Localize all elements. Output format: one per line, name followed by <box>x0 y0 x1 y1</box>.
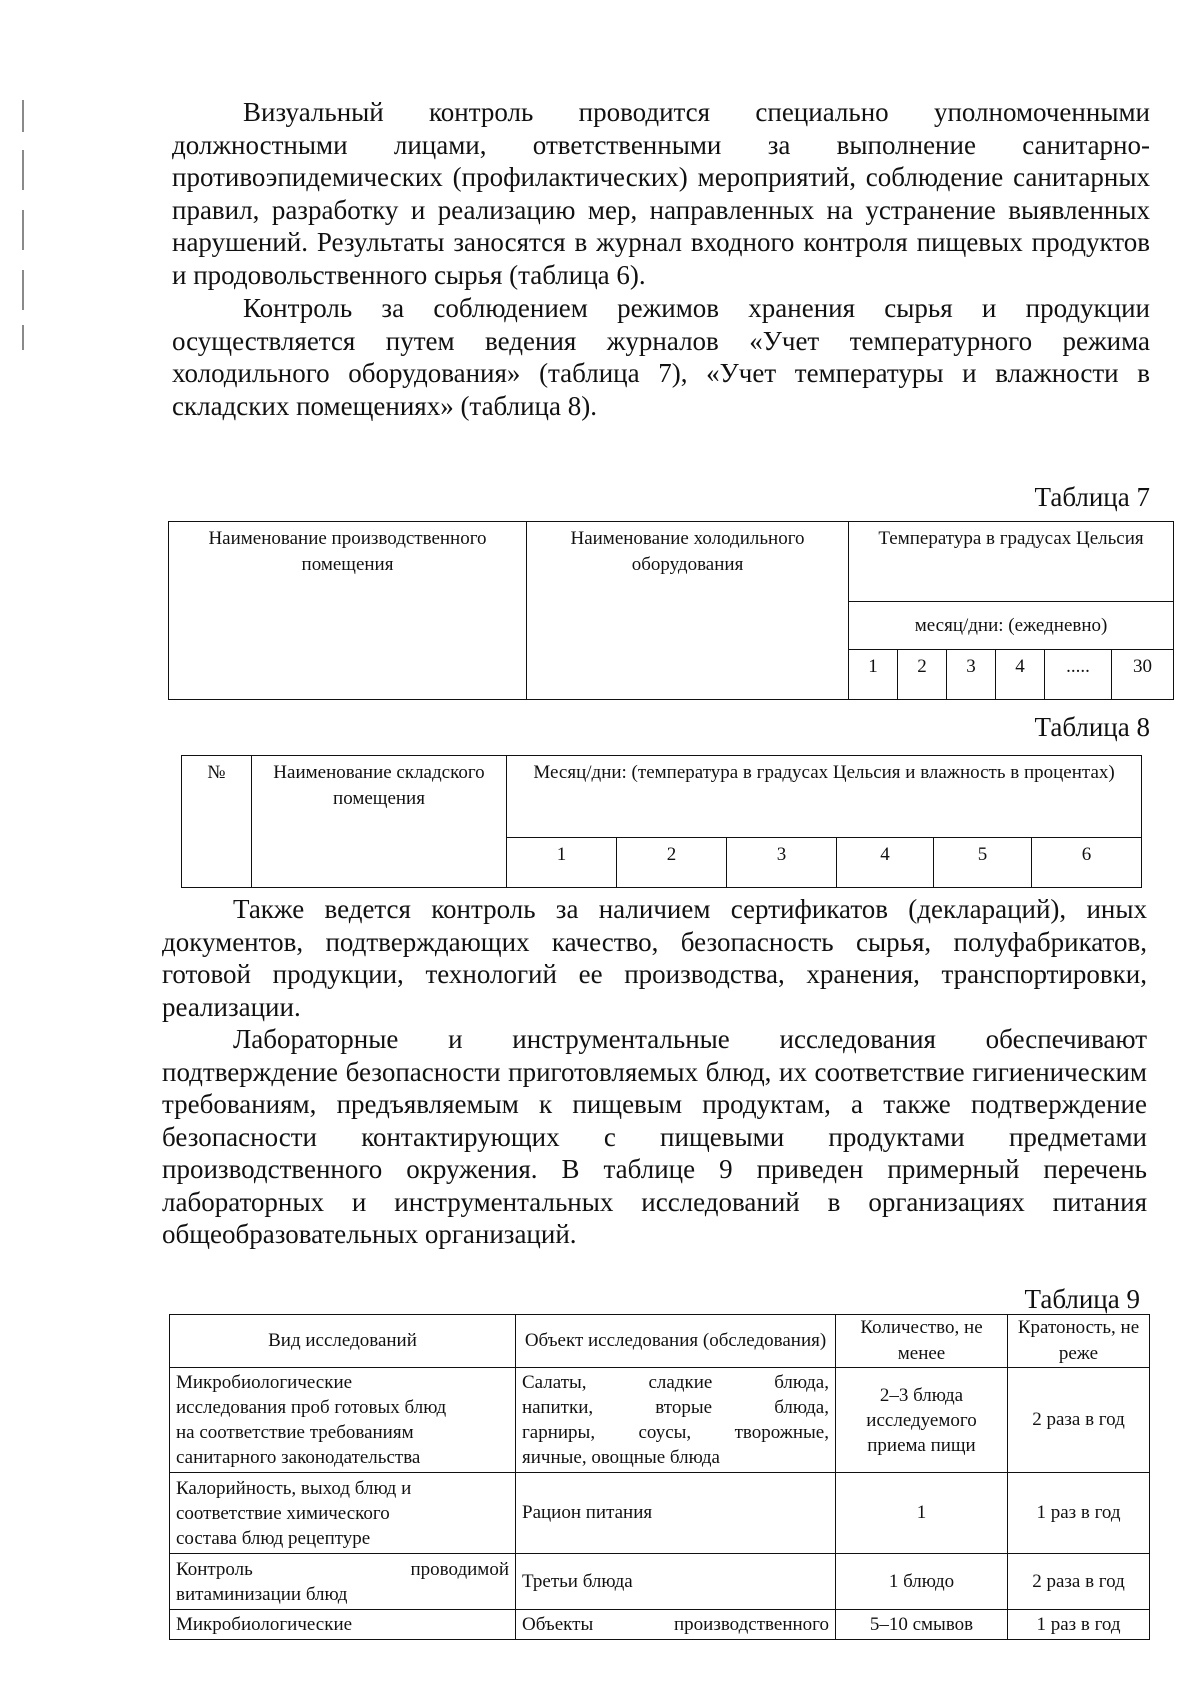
table9-cell-object: Объекты производственного <box>516 1610 836 1640</box>
table9-cell-frequency: 1 раз в год <box>1008 1610 1150 1640</box>
cell-line: состава блюд рецептуре <box>176 1527 371 1549</box>
table7-caption: Таблица 7 <box>1034 482 1150 512</box>
margin-tick <box>22 270 24 310</box>
table8-caption: Таблица 8 <box>1034 712 1150 742</box>
table7-day: 4 <box>996 650 1045 700</box>
table7-header-room: Наименование производственного помещения <box>169 522 527 700</box>
table9-cell-count: 1 блюдо <box>836 1554 1008 1610</box>
cell-line: исследования проб готовых блюд <box>176 1397 447 1418</box>
table7-day: 30 <box>1112 650 1174 700</box>
table9-caption: Таблица 9 <box>1024 1284 1140 1314</box>
table-row <box>170 1610 1150 1640</box>
cell-line: Контроль проводимой <box>176 1558 509 1580</box>
table9-cell-type <box>170 1554 516 1610</box>
table9-header-frequency: Кратоность, не реже <box>1008 1315 1150 1368</box>
table8-day: 2 <box>617 838 727 888</box>
table-row <box>170 1473 1150 1554</box>
table9-cell-frequency: 2 раза в год <box>1008 1368 1150 1473</box>
table9-cell-frequency: 2 раза в год <box>1008 1554 1150 1610</box>
table7-header-temperature: Температура в градусах Цельсия <box>849 522 1174 602</box>
table8-header-number: № <box>182 756 252 888</box>
table8-day: 5 <box>934 838 1032 888</box>
table7-header-equipment: Наименование холодильного оборудования <box>527 522 849 700</box>
cell-line: Микробиологические <box>176 1372 353 1393</box>
table9-cell-count: 5–10 смывов <box>836 1610 1008 1640</box>
cell-line: Салаты, сладкие блюда, <box>522 1372 829 1393</box>
table-row <box>170 1368 1150 1473</box>
table9-cell-type <box>170 1473 516 1554</box>
table8 <box>181 755 1142 888</box>
table9-header-count: Количество, не менее <box>836 1315 1008 1368</box>
table7-day: 3 <box>947 650 996 700</box>
table9-cell-object: Рацион питания <box>516 1473 836 1554</box>
cell-line: на соответствие требованиям <box>176 1422 414 1443</box>
cell-line: исследуемого <box>866 1409 977 1431</box>
table9-cell-type: Микробиологические <box>170 1610 516 1640</box>
cell-line: яичные, овощные блюда <box>522 1447 720 1468</box>
cell-line: Калорийность, выход блюд и <box>176 1477 412 1499</box>
cell-line: витаминизации блюд <box>176 1583 348 1605</box>
table7-day: ..... <box>1045 650 1112 700</box>
certificates-paragraph: Также ведется контроль за наличием сертификатов (деклараций), иных документов, подтверждающих качество, безопасность сырья, полуфабрикатов, готовой продукции, технологий ее производства, хранения, транспортировки, реализации. <box>162 894 1147 1022</box>
cell-line: санитарного законодательства <box>176 1447 421 1468</box>
cell-line: гарниры, соусы, творожные, <box>522 1422 829 1443</box>
table8-day: 1 <box>507 838 617 888</box>
table7-subheader: месяц/дни: (ежедневно) <box>849 602 1174 650</box>
margin-tick <box>22 100 24 132</box>
cell-line: соответствие химического <box>176 1502 390 1524</box>
table8-header-month: Месяц/дни: (температура в градусах Цельсия и влажность в процентах) <box>507 756 1142 838</box>
table8-header-storage: Наименование складского помещения <box>252 756 507 888</box>
margin-tick <box>22 210 24 250</box>
table-row <box>170 1554 1150 1610</box>
margin-tick <box>22 150 24 190</box>
margin-tick <box>22 325 24 350</box>
intro-paragraph-2: Контроль за соблюдением режимов хранения сырья и продукции осуществляется путем ведения журналов «Учет температурного режима холодильного оборудования» (таблица 7), «Учет температуры и влажности в складских помещениях» (таблица 8). <box>172 293 1150 421</box>
laboratory-paragraph: Лабораторные и инструментальные исследования обеспечивают подтверждение безопасности приготовляемых блюд, их соответствие гигиеническим требованиям, предъявляемым к пищевым продуктам, а также подтверждение безопасности контактирующих с пищевыми продуктами предметами производственного окружения. В таблице 9 приведен примерный перечень лабораторных и инструментальных исследований в организациях питания общеобразовательных организаций. <box>162 1024 1147 1249</box>
table8-day: 6 <box>1032 838 1142 888</box>
intro-paragraph-1: Визуальный контроль проводится специально уполномоченными должностными лицами, ответственными за выполнение санитарно-противоэпидемических (профилактических) мероприятий, соблюдение санитарных правил, разработку и реализацию мер, направленных на устранение выявленных нарушений. Результаты заносятся в журнал входного контроля пищевых продуктов и продовольственного сырья (таблица 6). <box>172 97 1150 290</box>
table9-cell-object: Третьи блюда <box>516 1554 836 1610</box>
table9-cell-frequency: 1 раз в год <box>1008 1473 1150 1554</box>
table8-day: 4 <box>837 838 934 888</box>
table8-day: 3 <box>727 838 837 888</box>
table9 <box>169 1314 1150 1640</box>
table9-cell-object <box>516 1368 836 1473</box>
table7 <box>168 521 1174 700</box>
table9-cell-type <box>170 1368 516 1473</box>
table9-cell-count <box>836 1368 1008 1473</box>
table7-day: 2 <box>898 650 947 700</box>
table9-cell-count: 1 <box>836 1473 1008 1554</box>
cell-line: напитки, вторые блюда, <box>522 1397 829 1418</box>
table7-day: 1 <box>849 650 898 700</box>
table9-header-type: Вид исследований <box>170 1315 516 1368</box>
table9-header-object: Объект исследования (обследования) <box>516 1315 836 1368</box>
cell-line: приема пищи <box>867 1434 976 1456</box>
cell-line: 2–3 блюда <box>879 1384 964 1406</box>
